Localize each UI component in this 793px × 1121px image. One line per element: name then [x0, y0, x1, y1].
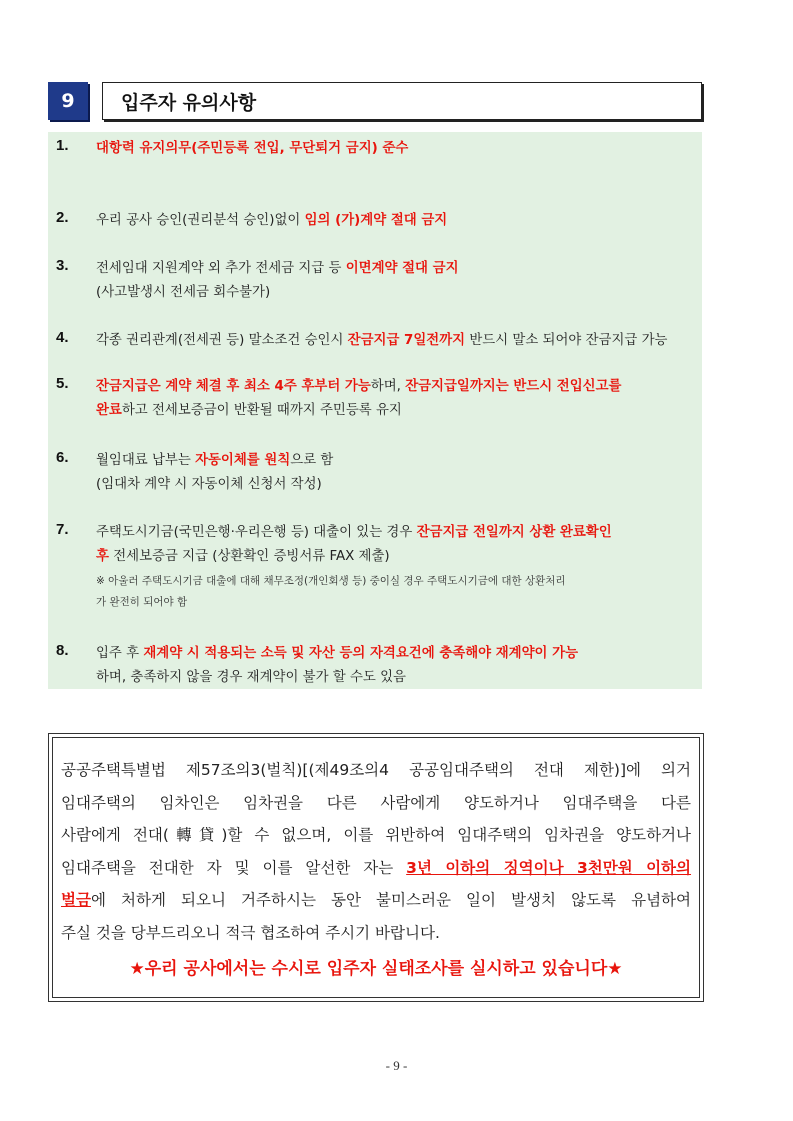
legal-line [61, 884, 691, 917]
notice-panel [48, 132, 702, 689]
section-number: 9 [48, 82, 88, 120]
item-line [96, 375, 696, 399]
item-line [96, 521, 696, 545]
item-line [96, 449, 696, 473]
legal-line [61, 819, 691, 852]
highlighted-text: 자동이체를 원칙 [195, 453, 291, 468]
section-title-box [102, 82, 702, 120]
item-sub-note: ※ 아울러 주택도시기금 대출에 대해 채무조정(개인회생 등) 중이실 경우 주택도시기금에 대한 상환처리 [96, 575, 566, 587]
highlighted-text: 잔금지급일까지는 반드시 전입신고를 [405, 379, 622, 394]
highlighted-text: 임의 (가)계약 절대 금지 [304, 213, 448, 228]
highlighted-text: 재계약 시 적용되는 소득 및 자산 등의 자격요건에 충족해야 재계약이 가능 [143, 646, 579, 661]
highlighted-text: 이면계약 절대 금지 [345, 261, 459, 276]
legal-body-text: 임대주택의 임차인은 임차권을 다른 사람에게 양도하거나 임대주택을 다른 [61, 793, 691, 812]
legal-body-text: 에 처하게 되오니 거주하시는 동안 불미스러운 일이 발생치 않도록 유념하여 [90, 891, 691, 909]
item-number: 5. [56, 375, 69, 392]
body-text: 하고 전세보증금이 반환될 때까지 주민등록 유지 [121, 403, 402, 418]
item-number: 7. [56, 521, 69, 538]
legal-line [61, 852, 691, 885]
legal-notice-box [48, 733, 704, 1002]
item-line [96, 642, 696, 666]
item-line [96, 329, 696, 353]
body-text: 하며, 충족하지 않을 경우 재계약이 불가 할 수도 있음 [96, 670, 406, 685]
item-text [96, 329, 696, 353]
penalty-text: 벌금 [61, 891, 91, 909]
legal-line [61, 917, 691, 950]
item-line [96, 545, 696, 569]
item-line [96, 209, 696, 233]
item-number: 2. [56, 209, 69, 226]
inspection-warning: ★우리 공사에서는 수시로 입주자 실태조사를 실시하고 있습니다★ [129, 959, 623, 979]
item-line [96, 137, 696, 161]
item-number: 4. [56, 329, 69, 346]
highlighted-text: 잔금지급 7일전까지 [347, 333, 466, 348]
item-number: 3. [56, 257, 69, 274]
item-sub-note: 가 완전히 되어야 함 [96, 596, 188, 608]
item-text [96, 521, 696, 613]
item-line [96, 473, 696, 497]
item-text [96, 137, 696, 161]
body-text: 하며, [370, 379, 406, 394]
item-text [96, 209, 696, 233]
section-header [48, 82, 702, 120]
legal-body-text: 공공주택특별법 제57조의3(벌칙)[(제49조의4 공공임대주택의 전대 제한)]에 의거 [61, 761, 691, 779]
body-text: 전세보증금 지급 (상환확인 증빙서류 FAX 제출) [108, 549, 390, 564]
item-line [96, 399, 696, 423]
legal-line [61, 754, 691, 787]
legal-body-text: 임대주택을 전대한 자 및 이를 알선한 자는 [61, 858, 407, 877]
page-number: - 9 - [385, 1058, 408, 1073]
item-line [96, 666, 696, 690]
highlighted-text: 대항력 유지의무(주민등록 전입, 무단퇴거 금지) 준수 [96, 141, 409, 156]
body-text: 반드시 말소 되어야 잔금지급 가능 [465, 333, 668, 348]
body-text: (사고발생시 전세금 회수불가) [96, 285, 271, 300]
item-line [96, 257, 696, 281]
item-text [96, 642, 696, 690]
legal-notice-text [61, 754, 691, 949]
item-text [96, 375, 696, 423]
highlighted-text: 잔금지급은 계약 체결 후 최소 4주 후부터 가능 [96, 379, 371, 394]
item-number: 6. [56, 449, 69, 466]
penalty-text: 3년 이하의 징역이나 3천만원 이하의 [406, 858, 692, 877]
body-text: 주택도시기금(국민은행·우리은행 등) 대출이 있는 경우 [96, 525, 417, 540]
body-text: 각종 권리관계(전세권 등) 말소조건 승인시 [96, 333, 348, 348]
legal-notice-inner [52, 737, 700, 998]
body-text: 월임대료 납부는 [96, 453, 196, 468]
body-text: 우리 공사 승인(권리분석 승인)없이 [96, 213, 305, 228]
highlighted-text: 잔금지급 전일까지 상환 완료확인 [416, 525, 612, 540]
body-text: 전세임대 지원계약 외 추가 전세금 지급 등 [96, 261, 346, 276]
item-text [96, 449, 696, 497]
body-text: 으로 함 [290, 453, 334, 468]
body-text: 입주 후 [96, 646, 144, 661]
body-text: (임대차 계약 시 자동이체 신청서 작성) [96, 477, 322, 492]
section-title: 입주자 유의사항 [121, 91, 257, 114]
item-line [96, 281, 696, 305]
legal-body-text: 주실 것을 당부드리오니 적극 협조하여 주시기 바랍니다. [61, 923, 440, 942]
legal-line [61, 787, 691, 820]
highlighted-text: 후 [96, 549, 109, 564]
item-number: 8. [56, 642, 69, 659]
legal-body-text: 사람에게 전대(轉貸)할 수 없으며, 이를 위반하여 임대주택의 임차권을 양도하거나 [61, 826, 691, 844]
highlighted-text: 완료 [96, 403, 122, 418]
item-text [96, 257, 696, 305]
item-number: 1. [56, 137, 69, 154]
